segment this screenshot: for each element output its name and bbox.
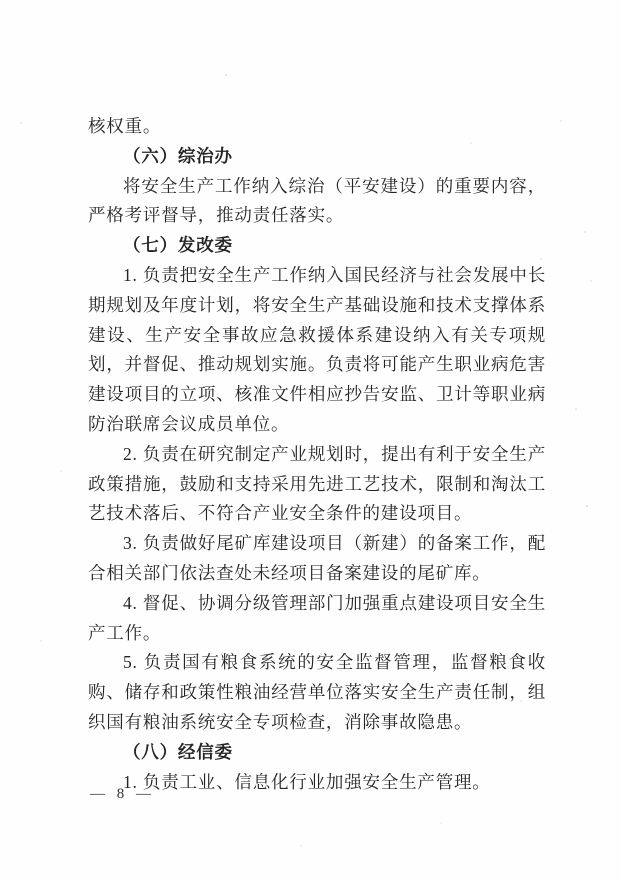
paragraph: 将安全生产工作纳入综治（平安建设）的重要内容，严格考评督导，推动责任落实。 (88, 175, 546, 226)
page-number: — 8 — (90, 786, 155, 802)
paragraph: 4. 督促、协调分级管理部门加强重点建设项目安全生产工作。 (88, 592, 546, 643)
section-heading: （六）综治办 (123, 145, 233, 166)
scan-noise (0, 0, 2, 2)
document-body (88, 112, 546, 797)
paragraph: 5. 负责国有粮食系统的安全监督管理，监督粮食收购、储存和政策性粮油经营单位落实安全生产责任制，组织国有粮油系统安全专项检查，消除事故隐患。 (88, 652, 546, 732)
paragraph: 3. 负责做好尾矿库建设项目（新建）的备案工作，配合相关部门依法查处未经项目备案建设的尾矿库。 (88, 533, 546, 583)
paragraph: 核权重。 (88, 116, 162, 136)
paragraph: 1. 负责工业、信息化行业加强安全生产管理。 (123, 771, 491, 792)
paragraph: 2. 负责在研究制定产业规划时，提出有利于安全生产政策措施，鼓励和支持采用先进工艺技术，限制和淘汰工艺技术落后、不符合产业安全条件的建设项目。 (88, 443, 546, 524)
paragraph: 1. 负责把安全生产工作纳入国民经济与社会发展中长期规划及年度计划，将安全生产基础设施和技术支撑体系建设、生产安全事故应急救援体系建设纳入有关专项规划，并督促、推动规划实施。负责将可能产生职业病危害建设项目的立项、核准文件相应抄告安监、卫计等职业病防治联席会议成员单位。 (88, 264, 546, 434)
section-heading: （八）经信委 (123, 741, 233, 762)
section-heading: （七）发改委 (123, 235, 233, 256)
